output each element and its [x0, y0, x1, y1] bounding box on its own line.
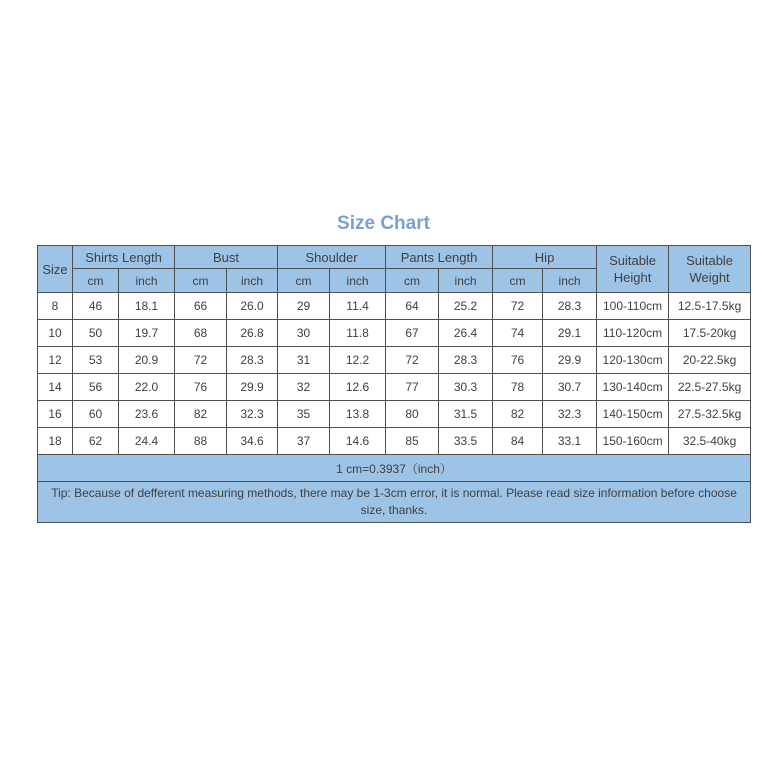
table-cell: 12.5-17.5kg: [669, 293, 751, 320]
table-cell: 25.2: [439, 293, 493, 320]
unit-cm: cm: [278, 269, 330, 293]
table-cell: 60: [73, 401, 119, 428]
table-cell: 120-130cm: [597, 347, 669, 374]
table-cell: 31.5: [439, 401, 493, 428]
table-cell: 32.3: [227, 401, 278, 428]
shirts-length-header: Shirts Length: [73, 246, 175, 269]
suitable-height-header: Suitable Height: [597, 246, 669, 293]
unit-cm: cm: [175, 269, 227, 293]
unit-inch: inch: [119, 269, 175, 293]
size-cell: 12: [38, 347, 73, 374]
size-cell: 18: [38, 428, 73, 455]
table-cell: 14.6: [330, 428, 386, 455]
table-cell: 12.6: [330, 374, 386, 401]
table-cell: 24.4: [119, 428, 175, 455]
unit-inch: inch: [330, 269, 386, 293]
unit-inch: inch: [227, 269, 278, 293]
table-cell: 28.3: [227, 347, 278, 374]
table-cell: 27.5-32.5kg: [669, 401, 751, 428]
table-cell: 23.6: [119, 401, 175, 428]
table-cell: 20.9: [119, 347, 175, 374]
table-cell: 30.7: [543, 374, 597, 401]
table-cell: 26.4: [439, 320, 493, 347]
table-cell: 66: [175, 293, 227, 320]
table-cell: 11.4: [330, 293, 386, 320]
table-cell: 50: [73, 320, 119, 347]
table-cell: 31: [278, 347, 330, 374]
table-cell: 62: [73, 428, 119, 455]
table-cell: 20-22.5kg: [669, 347, 751, 374]
table-cell: 29.1: [543, 320, 597, 347]
table-cell: 29.9: [227, 374, 278, 401]
table-cell: 32.3: [543, 401, 597, 428]
suitable-weight-header: Suitable Weight: [669, 246, 751, 293]
bust-header: Bust: [175, 246, 278, 269]
table-cell: 53: [73, 347, 119, 374]
table-cell: 22.5-27.5kg: [669, 374, 751, 401]
table-cell: 26.8: [227, 320, 278, 347]
table-cell: 13.8: [330, 401, 386, 428]
size-cell: 8: [38, 293, 73, 320]
table-cell: 84: [493, 428, 543, 455]
table-cell: 17.5-20kg: [669, 320, 751, 347]
table-cell: 76: [175, 374, 227, 401]
table-cell: 67: [386, 320, 439, 347]
table-cell: 68: [175, 320, 227, 347]
table-cell: 85: [386, 428, 439, 455]
table-cell: 28.3: [439, 347, 493, 374]
table-cell: 32.5-40kg: [669, 428, 751, 455]
table-cell: 33.1: [543, 428, 597, 455]
chart-title: Size Chart: [337, 213, 430, 234]
size-cell: 16: [38, 401, 73, 428]
table-cell: 130-140cm: [597, 374, 669, 401]
table-cell: 46: [73, 293, 119, 320]
table-cell: 34.6: [227, 428, 278, 455]
size-chart-table: [37, 245, 751, 523]
table-cell: 76: [493, 347, 543, 374]
table-cell: 32: [278, 374, 330, 401]
table-cell: 28.3: [543, 293, 597, 320]
unit-cm: cm: [73, 269, 119, 293]
table-cell: 100-110cm: [597, 293, 669, 320]
unit-cm: cm: [386, 269, 439, 293]
tip-note: Tip: Because of defferent measuring methods, there may be 1-3cm error, it is normal. Please read size information before choose size, thanks.: [38, 482, 751, 523]
table-row: [38, 347, 751, 374]
table-cell: 88: [175, 428, 227, 455]
table-cell: 22.0: [119, 374, 175, 401]
table-cell: 18.1: [119, 293, 175, 320]
conversion-note: 1 cm=0.3937（inch）: [38, 455, 751, 482]
table-cell: 64: [386, 293, 439, 320]
table-cell: 72: [175, 347, 227, 374]
table-cell: 37: [278, 428, 330, 455]
table-row: [38, 428, 751, 455]
table-cell: 56: [73, 374, 119, 401]
hip-header: Hip: [493, 246, 597, 269]
table-cell: 78: [493, 374, 543, 401]
table-cell: 19.7: [119, 320, 175, 347]
table-cell: 150-160cm: [597, 428, 669, 455]
table-cell: 80: [386, 401, 439, 428]
table-cell: 110-120cm: [597, 320, 669, 347]
size-header: Size: [38, 246, 73, 293]
table-cell: 74: [493, 320, 543, 347]
table-cell: 35: [278, 401, 330, 428]
table-row: [38, 320, 751, 347]
unit-inch: inch: [543, 269, 597, 293]
table-cell: 12.2: [330, 347, 386, 374]
table-row: [38, 374, 751, 401]
table-cell: 11.8: [330, 320, 386, 347]
table-cell: 30: [278, 320, 330, 347]
table-cell: 29: [278, 293, 330, 320]
table-cell: 140-150cm: [597, 401, 669, 428]
table-cell: 72: [386, 347, 439, 374]
pants-length-header: Pants Length: [386, 246, 493, 269]
size-cell: 10: [38, 320, 73, 347]
table-cell: 72: [493, 293, 543, 320]
shoulder-header: Shoulder: [278, 246, 386, 269]
table-cell: 82: [175, 401, 227, 428]
size-cell: 14: [38, 374, 73, 401]
table-cell: 77: [386, 374, 439, 401]
table-cell: 82: [493, 401, 543, 428]
table-row: [38, 401, 751, 428]
unit-inch: inch: [439, 269, 493, 293]
table-row: [38, 293, 751, 320]
table-cell: 33.5: [439, 428, 493, 455]
table-cell: 29.9: [543, 347, 597, 374]
unit-cm: cm: [493, 269, 543, 293]
table-cell: 26.0: [227, 293, 278, 320]
table-cell: 30.3: [439, 374, 493, 401]
